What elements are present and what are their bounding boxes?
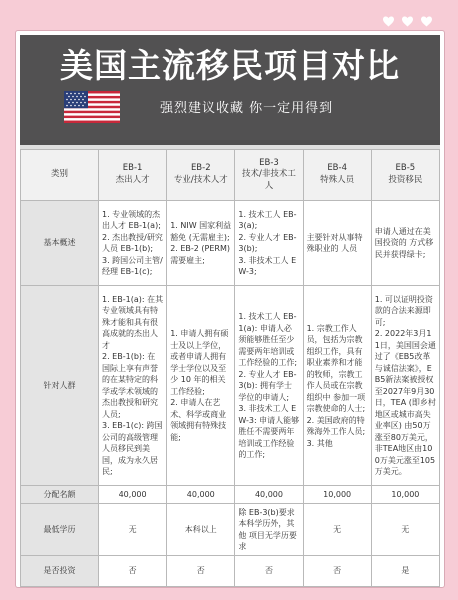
row-label: 基本概述 <box>21 200 99 286</box>
table-cell: 本科以上 <box>167 504 235 556</box>
table-cell: 除 EB-3(b)要求本科学历外，其他 项目无学历要求 <box>235 504 303 556</box>
us-flag-icon <box>64 91 120 123</box>
heart-icon <box>420 16 433 27</box>
table-cell: 1. 技术工人 EB-3(a); 2. 专业人才 EB-3(b); 3. 非技术工人 EW-3; <box>235 200 303 286</box>
table-row <box>21 504 440 556</box>
table-cell: 无 <box>303 504 371 556</box>
table-row <box>21 486 440 504</box>
column-name: 特殊人员 <box>320 174 355 185</box>
column-code: EB-1 <box>122 163 143 174</box>
table-cell: 1. EB-1(a): 在其专业领域具有特殊才能和具有很高成就的杰出人才 2. EB-1(b): 在国际上享有声誉的在某特定的科学或学术领域的杰出教授和研究人员; 3. EB-1(c): 跨国公司的高级管理人员移民到美国，成为永久居民; <box>99 286 167 486</box>
table-row <box>21 200 440 286</box>
table-cell: 10,000 <box>371 486 439 504</box>
table-cell: 否 <box>99 556 167 587</box>
table-cell: 无 <box>99 504 167 556</box>
header-banner <box>20 35 440 145</box>
table-cell: 10,000 <box>303 486 371 504</box>
table-cell: 1. 技术工人 EB-1(a): 申请人必须能够胜任至少需要两年培训或工作经验的工作; 2. 专业人才 EB-3(b): 拥有学士学位的申请人; 3. 非技术工人 EW-3: 申请人能够胜任不需要两年培训或工作经验的工作; <box>235 286 303 486</box>
column-header-eb4 <box>303 150 371 201</box>
column-header-eb2 <box>167 150 235 201</box>
row-label: 分配名额 <box>21 486 99 504</box>
table-cell: 否 <box>303 556 371 587</box>
row-label: 是否投资 <box>21 556 99 587</box>
table-cell: 40,000 <box>235 486 303 504</box>
column-code: EB-2 <box>190 163 211 174</box>
column-code: EB-3 <box>259 157 279 168</box>
column-header-eb5 <box>371 150 439 201</box>
row-label: 最低学历 <box>21 504 99 556</box>
page-title: 美国主流移民项目对比 <box>60 46 400 85</box>
table-cell: 无 <box>371 504 439 556</box>
table-cell: 1. 申请人拥有硕士及以上学位，或者申请人拥有学士学位以及至少 10 年的相关工作经验; 2. 申请人在艺术、科学或商业领域拥有特殊技能; <box>167 286 235 486</box>
table-cell: 1. 专业领域的杰出人才 EB-1(a); 2. 杰出教授/研究人员 EB-1(b); 3. 跨国公司主管/经理 EB-1(c); <box>99 200 167 286</box>
header-corner: 类别 <box>21 150 99 201</box>
table-cell: 主要针对从事特殊职业的 人员 <box>303 200 371 286</box>
column-header-eb3 <box>235 150 303 201</box>
table-cell: 1. NIW 国家利益豁免 (无需雇主); 2. EB-2 (PERM) 需要雇主; <box>167 200 235 286</box>
column-header-eb1 <box>99 150 167 201</box>
table-cell: 1. 宗教工作人员，包括为宗教组织工作，具有职业素养和才能的牧师，宗教工作人员或在宗教组织中 参加一项宗教使命的人士; 2. 美国政府的特殊海外工作人员; 3. 其他 <box>303 286 371 486</box>
table-cell: 是 <box>371 556 439 587</box>
table-cell: 1. 可以证明投资款的合法来源即可; 2. 2022年3月11日，美国国会通过了《EB5改革与诚信法案》，EB5新法案被授权至2027年9月30日，TEA (即乡村地区或城市高失业率区) 由50万涨至80万美元，非TEA地区由100万美元涨至105万美元。 <box>371 286 439 486</box>
table-cell: 否 <box>235 556 303 587</box>
column-name: 杰出人才 <box>115 174 150 185</box>
column-name: 技术/非技术工人 <box>242 169 296 191</box>
page-subtitle: 强烈建议收藏 你一定用得到 <box>160 101 334 116</box>
table-row <box>21 286 440 486</box>
table-row <box>21 556 440 587</box>
table-header-row <box>21 150 440 201</box>
decorative-hearts <box>382 16 433 27</box>
table-cell: 否 <box>167 556 235 587</box>
heart-icon <box>382 16 395 27</box>
table-cell: 40,000 <box>99 486 167 504</box>
table-cell: 40,000 <box>167 486 235 504</box>
column-code: EB-4 <box>327 163 347 174</box>
heart-icon <box>401 16 414 27</box>
table-cell: 申请人通过在美国投资的 方式移民并获得绿卡; <box>371 200 439 286</box>
column-name: 专业/技术人才 <box>173 174 228 185</box>
row-label: 针对人群 <box>21 286 99 486</box>
comparison-card <box>15 30 445 588</box>
column-code: EB-5 <box>395 163 416 174</box>
comparison-table <box>20 149 440 587</box>
column-name: 投资移民 <box>388 174 423 185</box>
